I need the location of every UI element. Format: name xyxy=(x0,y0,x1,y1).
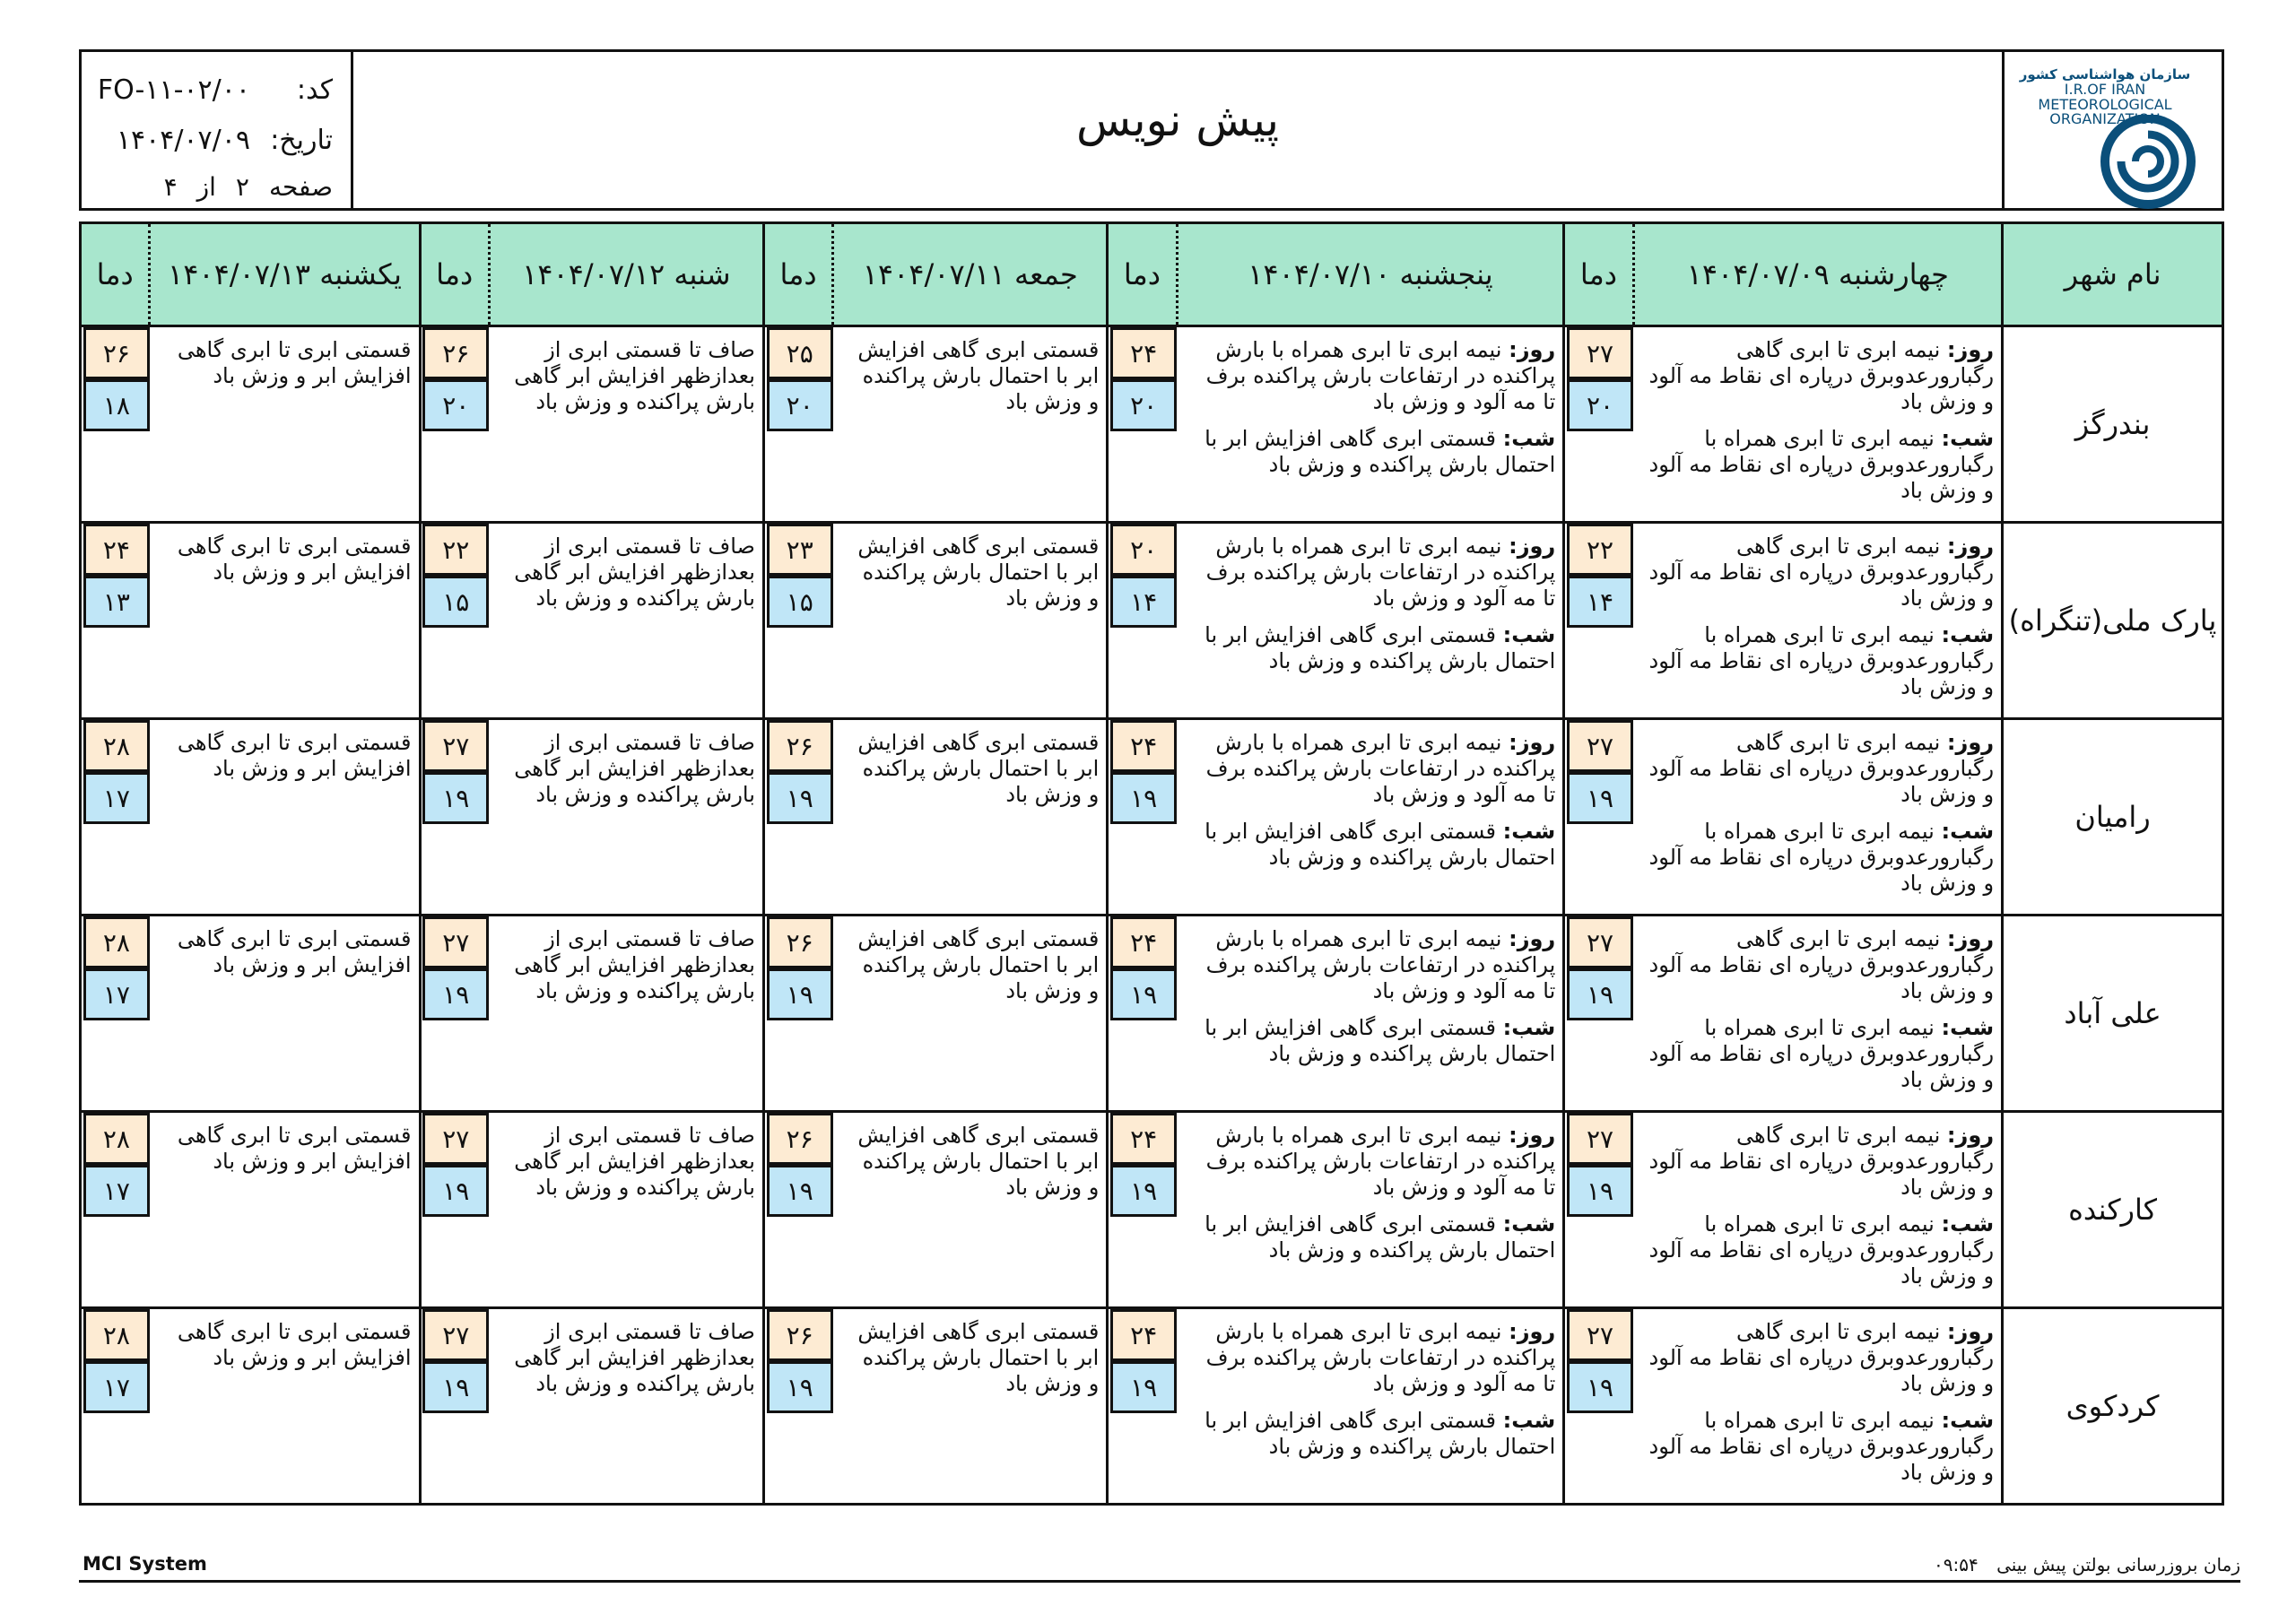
logo-english-line-3: ORGANIZATION xyxy=(2049,110,2161,128)
forecast-cell-day-1 xyxy=(1633,719,2003,916)
temperature-cell-day-4 xyxy=(420,1112,489,1308)
temperature-cell-day-4 xyxy=(420,326,489,523)
temp-header-3: دما xyxy=(763,223,832,326)
temp-header-1: دما xyxy=(1564,223,1633,326)
day-label: روز: xyxy=(1509,926,1556,951)
temperature-cell-day-5 xyxy=(81,326,150,523)
code-label: کد: xyxy=(296,74,333,106)
night-forecast xyxy=(1646,1211,1994,1289)
forecast-cell-day-4 xyxy=(489,1112,763,1308)
max-temp: ۲۸ xyxy=(83,720,150,772)
day-label: روز: xyxy=(1509,730,1556,755)
max-temp: ۲۷ xyxy=(1567,916,1633,968)
temperature-cell-day-2 xyxy=(1108,916,1177,1112)
forecast-text: قسمتی ابری گاهی افزایش ابر با احتمال بارش پراکنده و وزش باد xyxy=(857,534,1100,611)
min-temp: ۱۹ xyxy=(767,1361,833,1413)
temperature-cell-day-2 xyxy=(1108,1308,1177,1505)
day-forecast-text: نیمه ابری تا ابری گاهی رگبارورعدوبرق درپاره ای نقاط مه آلود و وزش باد xyxy=(1648,730,1995,807)
night-label: شب: xyxy=(1941,1408,1995,1433)
date-row xyxy=(82,115,333,165)
min-temp: ۱۴ xyxy=(1567,576,1633,628)
night-forecast xyxy=(1189,1408,1555,1460)
forecast-text: قسمتی ابری گاهی افزایش ابر با احتمال بارش پراکنده و وزش باد xyxy=(857,337,1100,414)
city-name: بندرگز xyxy=(2003,326,2223,523)
day-label: روز: xyxy=(1509,337,1556,362)
temperature-cell-day-2 xyxy=(1108,326,1177,523)
max-temp: ۲۳ xyxy=(767,524,833,576)
min-temp: ۱۳ xyxy=(83,576,150,628)
forecast-text: قسمتی ابری گاهی افزایش ابر با احتمال بارش پراکنده و وزش باد xyxy=(857,926,1100,1003)
spiral-logo-icon xyxy=(2094,115,2202,209)
day-label: روز: xyxy=(1946,1123,1995,1148)
day-header-2: پنجشنبه ۱۴۰۴/۰۷/۱۰ xyxy=(1177,223,1564,326)
forecast-cell-day-4 xyxy=(489,1308,763,1505)
max-temp: ۲۴ xyxy=(83,524,150,576)
title-cell xyxy=(351,52,2002,208)
max-temp: ۲۸ xyxy=(83,916,150,968)
logo-english-line-1: I.R.OF IRAN xyxy=(2064,80,2146,98)
page-number: ۲ xyxy=(235,171,249,202)
temp-header-5: دما xyxy=(81,223,150,326)
min-temp: ۱۷ xyxy=(83,1361,150,1413)
temperature-cell-day-2 xyxy=(1108,1112,1177,1308)
night-label: شب: xyxy=(1941,1211,1995,1237)
min-temp: ۱۸ xyxy=(83,379,150,431)
forecast-cell-day-1 xyxy=(1633,916,2003,1112)
day-label: روز: xyxy=(1509,1123,1556,1148)
night-forecast xyxy=(1189,819,1555,871)
temp-header-4: دما xyxy=(420,223,489,326)
day-label: روز: xyxy=(1509,1319,1556,1344)
day-label: روز: xyxy=(1946,337,1995,362)
forecast-text: صاف تا قسمتی ابری از بعدازظهر افزایش ابر گاهی بارش پراکنده و وزش باد xyxy=(514,534,755,611)
page-label: صفحه xyxy=(268,171,333,202)
temperature-cell-day-3 xyxy=(763,719,832,916)
forecast-text: صاف تا قسمتی ابری از بعدازظهر افزایش ابر گاهی بارش پراکنده و وزش باد xyxy=(514,926,755,1003)
night-forecast-text: قسمتی ابری گاهی افزایش ابر با احتمال بارش پراکنده و وزش باد xyxy=(1205,622,1556,673)
min-temp: ۱۹ xyxy=(1110,968,1177,1020)
forecast-cell-day-2 xyxy=(1177,1308,1564,1505)
day-forecast xyxy=(1189,926,1555,1004)
logo-cell xyxy=(2002,52,2222,208)
night-forecast xyxy=(1189,622,1555,674)
max-temp: ۲۷ xyxy=(422,1309,489,1361)
forecast-cell-day-2 xyxy=(1177,916,1564,1112)
forecast-cell-day-4 xyxy=(489,916,763,1112)
temperature-cell-day-3 xyxy=(763,523,832,719)
temperature-cell-day-5 xyxy=(81,1112,150,1308)
day-forecast-text: نیمه ابری تا ابری همراه با بارش پراکنده در ارتفاعات بارش پراکنده برف تا مه آلود و وزش باد xyxy=(1205,1123,1556,1200)
temperature-cell-day-1 xyxy=(1564,916,1633,1112)
update-time: ۰۹:۵۴ xyxy=(1934,1554,1979,1575)
max-temp: ۲۷ xyxy=(422,720,489,772)
day-forecast xyxy=(1646,926,1994,1004)
min-temp: ۱۹ xyxy=(767,1165,833,1217)
day-forecast-text: نیمه ابری تا ابری همراه با بارش پراکنده در ارتفاعات بارش پراکنده برف تا مه آلود و وزش باد xyxy=(1205,337,1556,414)
night-forecast xyxy=(1189,1015,1555,1067)
table-row xyxy=(81,1308,2223,1505)
night-forecast xyxy=(1646,622,1994,700)
night-forecast-text: نیمه ابری تا ابری همراه با رگبارورعدوبرق درپاره ای نقاط مه آلود و وزش باد xyxy=(1648,1015,1995,1092)
day-forecast-text: نیمه ابری تا ابری گاهی رگبارورعدوبرق درپاره ای نقاط مه آلود و وزش باد xyxy=(1648,926,1995,1003)
night-forecast-text: نیمه ابری تا ابری همراه با رگبارورعدوبرق درپاره ای نقاط مه آلود و وزش باد xyxy=(1648,426,1995,503)
forecast-cell-day-5 xyxy=(150,1308,420,1505)
document-meta xyxy=(82,52,351,208)
forecast-cell-day-2 xyxy=(1177,719,1564,916)
forecast-cell-day-5 xyxy=(150,326,420,523)
day-forecast xyxy=(1646,1123,1994,1201)
min-temp: ۱۹ xyxy=(422,1165,489,1217)
day-forecast-text: نیمه ابری تا ابری گاهی رگبارورعدوبرق درپاره ای نقاط مه آلود و وزش باد xyxy=(1648,337,1995,414)
day-forecast-text: نیمه ابری تا ابری گاهی رگبارورعدوبرق درپاره ای نقاط مه آلود و وزش باد xyxy=(1648,1123,1995,1200)
forecast-cell-day-4 xyxy=(489,326,763,523)
night-forecast-text: نیمه ابری تا ابری همراه با رگبارورعدوبرق درپاره ای نقاط مه آلود و وزش باد xyxy=(1648,819,1995,896)
update-time-note xyxy=(1934,1554,2240,1575)
forecast-text: قسمتی ابری تا ابری گاهی افزایش ابر و وزش باد xyxy=(177,337,412,388)
day-forecast xyxy=(1646,1319,1994,1397)
forecast-cell-day-4 xyxy=(489,523,763,719)
forecast-text: قسمتی ابری تا ابری گاهی افزایش ابر و وزش باد xyxy=(177,926,412,977)
min-temp: ۱۹ xyxy=(1567,772,1633,824)
max-temp: ۲۰ xyxy=(1110,524,1177,576)
max-temp: ۲۴ xyxy=(1110,720,1177,772)
night-forecast xyxy=(1646,426,1994,504)
code-value: FO-۱۱-۰۲/۰۰ xyxy=(97,74,250,106)
temperature-cell-day-1 xyxy=(1564,1308,1633,1505)
max-temp: ۲۴ xyxy=(1110,327,1177,379)
min-temp: ۱۴ xyxy=(1110,576,1177,628)
forecast-cell-day-3 xyxy=(833,1112,1108,1308)
date-value: ۱۴۰۴/۰۷/۰۹ xyxy=(116,124,250,156)
temperature-cell-day-1 xyxy=(1564,523,1633,719)
day-forecast xyxy=(1189,534,1555,612)
max-temp: ۲۶ xyxy=(83,327,150,379)
night-forecast-text: قسمتی ابری گاهی افزایش ابر با احتمال بارش پراکنده و وزش باد xyxy=(1205,1211,1556,1263)
code-row xyxy=(82,65,333,115)
page-of-label: از xyxy=(196,171,216,202)
update-label: زمان بروزرسانی بولتن پیش بینی xyxy=(1996,1554,2240,1575)
day-label: روز: xyxy=(1946,534,1995,559)
temperature-cell-day-3 xyxy=(763,916,832,1112)
forecast-text: قسمتی ابری گاهی افزایش ابر با احتمال بارش پراکنده و وزش باد xyxy=(857,730,1100,807)
max-temp: ۲۸ xyxy=(83,1309,150,1361)
temp-header-2: دما xyxy=(1108,223,1177,326)
night-label: شب: xyxy=(1502,622,1556,647)
temperature-cell-day-4 xyxy=(420,719,489,916)
day-forecast-text: نیمه ابری تا ابری گاهی رگبارورعدوبرق درپاره ای نقاط مه آلود و وزش باد xyxy=(1648,1319,1995,1396)
night-label: شب: xyxy=(1502,1015,1556,1040)
day-forecast xyxy=(1646,730,1994,808)
night-forecast xyxy=(1189,1211,1555,1263)
forecast-cell-day-2 xyxy=(1177,1112,1564,1308)
date-label: تاریخ: xyxy=(270,124,333,156)
day-label: روز: xyxy=(1946,730,1995,755)
forecast-text: قسمتی ابری تا ابری گاهی افزایش ابر و وزش باد xyxy=(177,534,412,585)
city-name: کارکنده xyxy=(2003,1112,2223,1308)
min-temp: ۱۹ xyxy=(767,968,833,1020)
forecast-cell-day-1 xyxy=(1633,326,2003,523)
night-forecast-text: نیمه ابری تا ابری همراه با رگبارورعدوبرق درپاره ای نقاط مه آلود و وزش باد xyxy=(1648,1408,1995,1485)
night-label: شب: xyxy=(1502,1211,1556,1237)
night-label: شب: xyxy=(1941,622,1995,647)
forecast-text: صاف تا قسمتی ابری از بعدازظهر افزایش ابر گاهی بارش پراکنده و وزش باد xyxy=(514,730,755,807)
system-name: MCI System xyxy=(83,1553,207,1575)
day-forecast-text: نیمه ابری تا ابری همراه با بارش پراکنده در ارتفاعات بارش پراکنده برف تا مه آلود و وزش باد xyxy=(1205,926,1556,1003)
forecast-cell-day-5 xyxy=(150,1112,420,1308)
city-name: علی آباد xyxy=(2003,916,2223,1112)
max-temp: ۲۲ xyxy=(422,524,489,576)
min-temp: ۱۵ xyxy=(422,576,489,628)
max-temp: ۲۶ xyxy=(422,327,489,379)
min-temp: ۱۹ xyxy=(767,772,833,824)
min-temp: ۲۰ xyxy=(422,379,489,431)
night-forecast-text: قسمتی ابری گاهی افزایش ابر با احتمال بارش پراکنده و وزش باد xyxy=(1205,1015,1556,1066)
city-name: پارک ملی(تنگراه) xyxy=(2003,523,2223,719)
min-temp: ۱۹ xyxy=(1567,1361,1633,1413)
max-temp: ۲۶ xyxy=(767,1309,833,1361)
forecast-text: قسمتی ابری گاهی افزایش ابر با احتمال بارش پراکنده و وزش باد xyxy=(857,1319,1100,1396)
max-temp: ۲۷ xyxy=(1567,1309,1633,1361)
max-temp: ۲۴ xyxy=(1110,1309,1177,1361)
day-forecast xyxy=(1646,337,1994,415)
night-label: شب: xyxy=(1502,426,1556,451)
max-temp: ۲۷ xyxy=(1567,720,1633,772)
day-header-1: چهارشنبه ۱۴۰۴/۰۷/۰۹ xyxy=(1633,223,2003,326)
temperature-cell-day-3 xyxy=(763,1308,832,1505)
night-label: شب: xyxy=(1941,426,1995,451)
temperature-cell-day-1 xyxy=(1564,1112,1633,1308)
min-temp: ۱۹ xyxy=(1567,1165,1633,1217)
temperature-cell-day-5 xyxy=(81,916,150,1112)
night-forecast-text: قسمتی ابری گاهی افزایش ابر با احتمال بارش پراکنده و وزش باد xyxy=(1205,1408,1556,1459)
min-temp: ۱۷ xyxy=(83,1165,150,1217)
forecast-text: قسمتی ابری گاهی افزایش ابر با احتمال بارش پراکنده و وزش باد xyxy=(857,1123,1100,1200)
day-header-3: جمعه ۱۴۰۴/۰۷/۱۱ xyxy=(833,223,1108,326)
temperature-cell-day-2 xyxy=(1108,719,1177,916)
day-header-5: یکشنبه ۱۴۰۴/۰۷/۱۳ xyxy=(150,223,420,326)
page-total: ۴ xyxy=(163,171,178,202)
day-header-4: شنبه ۱۴۰۴/۰۷/۱۲ xyxy=(489,223,763,326)
temperature-cell-day-5 xyxy=(81,1308,150,1505)
forecast-cell-day-3 xyxy=(833,1308,1108,1505)
table-row xyxy=(81,719,2223,916)
day-forecast-text: نیمه ابری تا ابری گاهی رگبارورعدوبرق درپاره ای نقاط مه آلود و وزش باد xyxy=(1648,534,1995,611)
forecast-text: قسمتی ابری تا ابری گاهی افزایش ابر و وزش باد xyxy=(177,1319,412,1370)
city-column-header: نام شهر xyxy=(2003,223,2223,326)
max-temp: ۲۴ xyxy=(1110,1113,1177,1165)
max-temp: ۲۲ xyxy=(1567,524,1633,576)
temperature-cell-day-3 xyxy=(763,326,832,523)
max-temp: ۲۶ xyxy=(767,916,833,968)
forecast-text: قسمتی ابری تا ابری گاهی افزایش ابر و وزش باد xyxy=(177,730,412,781)
forecast-cell-day-5 xyxy=(150,916,420,1112)
page-row xyxy=(82,165,333,208)
forecast-text: صاف تا قسمتی ابری از بعدازظهر افزایش ابر گاهی بارش پراکنده و وزش باد xyxy=(514,1319,755,1396)
forecast-cell-day-3 xyxy=(833,719,1108,916)
min-temp: ۱۹ xyxy=(1110,772,1177,824)
night-forecast-text: قسمتی ابری گاهی افزایش ابر با احتمال بارش پراکنده و وزش باد xyxy=(1205,426,1556,477)
logo-persian-text: سازمان هواشناسی کشور xyxy=(2019,66,2191,82)
temperature-cell-day-3 xyxy=(763,1112,832,1308)
forecast-cell-day-3 xyxy=(833,523,1108,719)
forecast-cell-day-5 xyxy=(150,719,420,916)
night-forecast xyxy=(1646,1015,1994,1093)
day-forecast xyxy=(1646,534,1994,612)
city-name: کردکوی xyxy=(2003,1308,2223,1505)
temperature-cell-day-2 xyxy=(1108,523,1177,719)
forecast-cell-day-1 xyxy=(1633,1112,2003,1308)
day-forecast xyxy=(1189,337,1555,415)
night-forecast xyxy=(1646,819,1994,897)
min-temp: ۲۰ xyxy=(1567,379,1633,431)
table-row xyxy=(81,916,2223,1112)
forecast-table xyxy=(79,221,2224,1506)
day-forecast xyxy=(1189,1123,1555,1201)
footer-divider xyxy=(79,1580,2240,1583)
min-temp: ۱۷ xyxy=(83,968,150,1020)
night-label: شب: xyxy=(1502,1408,1556,1433)
forecast-cell-day-1 xyxy=(1633,523,2003,719)
min-temp: ۱۹ xyxy=(422,1361,489,1413)
document-header xyxy=(79,49,2224,211)
max-temp: ۲۶ xyxy=(767,1113,833,1165)
temperature-cell-day-1 xyxy=(1564,719,1633,916)
min-temp: ۱۹ xyxy=(1110,1361,1177,1413)
max-temp: ۲۷ xyxy=(422,1113,489,1165)
table-row xyxy=(81,523,2223,719)
min-temp: ۱۹ xyxy=(422,968,489,1020)
min-temp: ۱۷ xyxy=(83,772,150,824)
min-temp: ۱۹ xyxy=(422,772,489,824)
temperature-cell-day-1 xyxy=(1564,326,1633,523)
temperature-cell-day-4 xyxy=(420,1308,489,1505)
night-forecast xyxy=(1646,1408,1994,1486)
forecast-cell-day-4 xyxy=(489,719,763,916)
min-temp: ۱۵ xyxy=(767,576,833,628)
forecast-cell-day-2 xyxy=(1177,523,1564,719)
temperature-cell-day-5 xyxy=(81,719,150,916)
forecast-cell-day-1 xyxy=(1633,1308,2003,1505)
min-temp: ۲۰ xyxy=(767,379,833,431)
temperature-cell-day-4 xyxy=(420,916,489,1112)
table-header-row xyxy=(81,223,2223,326)
night-forecast-text: قسمتی ابری گاهی افزایش ابر با احتمال بارش پراکنده و وزش باد xyxy=(1205,819,1556,870)
max-temp: ۲۷ xyxy=(1567,1113,1633,1165)
day-forecast-text: نیمه ابری تا ابری همراه با بارش پراکنده در ارتفاعات بارش پراکنده برف تا مه آلود و وزش باد xyxy=(1205,534,1556,611)
forecast-text: صاف تا قسمتی ابری از بعدازظهر افزایش ابر گاهی بارش پراکنده و وزش باد xyxy=(514,337,755,414)
night-label: شب: xyxy=(1941,819,1995,844)
logo-english-line-2: METEOROLOGICAL xyxy=(2038,95,2172,113)
temperature-cell-day-4 xyxy=(420,523,489,719)
day-forecast xyxy=(1189,1319,1555,1397)
day-forecast xyxy=(1189,730,1555,808)
forecast-text: قسمتی ابری تا ابری گاهی افزایش ابر و وزش باد xyxy=(177,1123,412,1174)
max-temp: ۲۸ xyxy=(83,1113,150,1165)
day-label: روز: xyxy=(1946,1319,1995,1344)
forecast-cell-day-2 xyxy=(1177,326,1564,523)
temperature-cell-day-5 xyxy=(81,523,150,719)
night-forecast-text: نیمه ابری تا ابری همراه با رگبارورعدوبرق درپاره ای نقاط مه آلود و وزش باد xyxy=(1648,1211,1995,1289)
min-temp: ۲۰ xyxy=(1110,379,1177,431)
max-temp: ۲۵ xyxy=(767,327,833,379)
max-temp: ۲۷ xyxy=(422,916,489,968)
day-forecast-text: نیمه ابری تا ابری همراه با بارش پراکنده در ارتفاعات بارش پراکنده برف تا مه آلود و وزش باد xyxy=(1205,730,1556,807)
table-row xyxy=(81,1112,2223,1308)
max-temp: ۲۴ xyxy=(1110,916,1177,968)
day-label: روز: xyxy=(1946,926,1995,951)
min-temp: ۱۹ xyxy=(1110,1165,1177,1217)
day-forecast-text: نیمه ابری تا ابری همراه با بارش پراکنده در ارتفاعات بارش پراکنده برف تا مه آلود و وزش باد xyxy=(1205,1319,1556,1396)
night-forecast-text: نیمه ابری تا ابری همراه با رگبارورعدوبرق درپاره ای نقاط مه آلود و وزش باد xyxy=(1648,622,1995,699)
min-temp: ۱۹ xyxy=(1567,968,1633,1020)
max-temp: ۲۷ xyxy=(1567,327,1633,379)
day-label: روز: xyxy=(1509,534,1556,559)
night-label: شب: xyxy=(1502,819,1556,844)
max-temp: ۲۶ xyxy=(767,720,833,772)
forecast-cell-day-3 xyxy=(833,326,1108,523)
page-title: پیش نویس xyxy=(1075,94,1280,146)
table-row xyxy=(81,326,2223,523)
city-name: رامیان xyxy=(2003,719,2223,916)
forecast-text: صاف تا قسمتی ابری از بعدازظهر افزایش ابر گاهی بارش پراکنده و وزش باد xyxy=(514,1123,755,1200)
forecast-cell-day-5 xyxy=(150,523,420,719)
forecast-cell-day-3 xyxy=(833,916,1108,1112)
night-forecast xyxy=(1189,426,1555,478)
night-label: شب: xyxy=(1941,1015,1995,1040)
